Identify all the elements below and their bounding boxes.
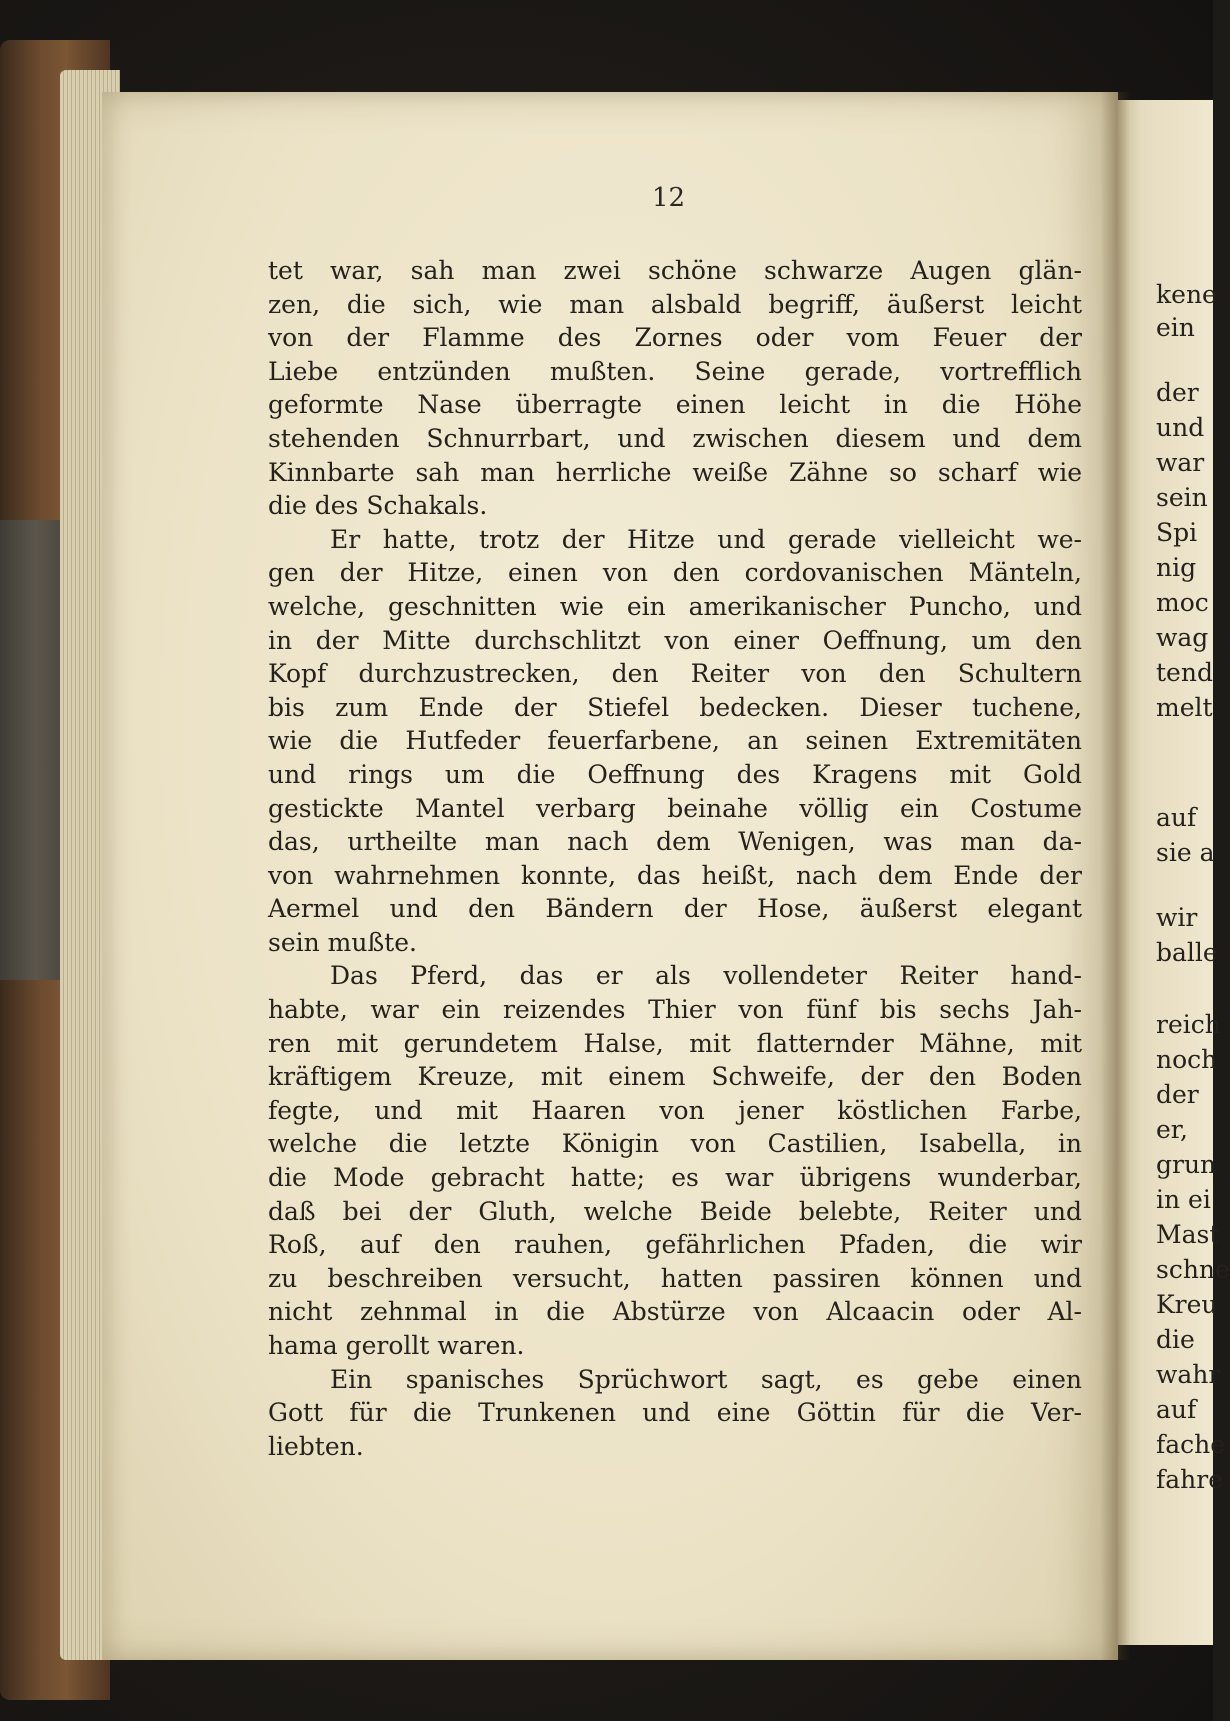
facing-page-fragment: noch — [1156, 1045, 1218, 1074]
text-line: liebten. — [268, 1431, 364, 1461]
text-line: von der Flamme des Zornes oder vom Feuer der — [268, 323, 1082, 353]
facing-page-fragment: in ei — [1156, 1185, 1211, 1214]
facing-page-fragment: die — [1156, 1325, 1195, 1354]
text-line: fegte, und mit Haaren von jener köstlichen Farbe, — [268, 1095, 1082, 1125]
facing-page-fragment: tend — [1156, 658, 1213, 687]
text-line: in der Mitte durchschlitzt von einer Oeffnung, um den — [268, 625, 1082, 655]
facing-page-fragment: sie a — [1156, 838, 1215, 867]
text-line: welche die letzte Königin von Castilien, Isabella, in — [268, 1129, 1082, 1159]
text-line: Aermel und den Bändern der Hose, äußerst elegant — [268, 894, 1082, 924]
text-line: gestickte Mantel verbarg beinahe völlig ein Costume — [268, 793, 1082, 823]
text-line: Roß, auf den rauhen, gefährlichen Pfaden, die wir — [268, 1230, 1082, 1260]
facing-page-fragment: und — [1156, 413, 1205, 442]
facing-page-fragment: ein — [1156, 313, 1195, 342]
text-line: Gott für die Trunkenen und eine Göttin für die Ver- — [268, 1398, 1082, 1428]
text-line: daß bei der Gluth, welche Beide belebte, Reiter und — [268, 1196, 1082, 1226]
text-line: Kinnbarte sah man herrliche weiße Zähne so scharf wie — [268, 457, 1082, 487]
facing-page-fragment: auf — [1156, 803, 1197, 832]
facing-page-fragment: moc — [1156, 588, 1209, 617]
facing-page-fragment: balle — [1156, 938, 1218, 967]
text-line: wie die Hutfeder feuerfarbene, an seinen Extremitäten — [268, 726, 1082, 756]
text-line: zen, die sich, wie man alsbald begriff, äußerst leicht — [268, 289, 1082, 319]
facing-page-fragment: war — [1156, 448, 1205, 477]
text-line: und rings um die Oeffnung des Kragens mit Gold — [268, 759, 1082, 789]
text-line: bis zum Ende der Stiefel bedecken. Dieser tuchene, — [268, 692, 1082, 722]
text-line: das, urtheilte man nach dem Wenigen, was man da- — [268, 827, 1082, 857]
facing-page-fragment: nig — [1156, 553, 1197, 582]
text-line: zu beschreiben versucht, hatten passiren können und — [268, 1263, 1082, 1293]
text-line: Liebe entzünden mußten. Seine gerade, vortrefflich — [268, 356, 1082, 386]
text-line: sein mußte. — [268, 927, 417, 957]
text-line: Das Pferd, das er als vollendeter Reiter hand- — [330, 961, 1082, 991]
text-line: habte, war ein reizendes Thier von fünf bis sechs Jah- — [268, 995, 1082, 1025]
text-line: welche, geschnitten wie ein amerikanischer Puncho, und — [268, 591, 1082, 621]
page-number: 12 — [652, 183, 686, 213]
book-gutter — [1100, 92, 1130, 1660]
text-line: ren mit gerundetem Halse, mit flatternder Mähne, mit — [268, 1028, 1082, 1058]
text-line: geformte Nase überragte einen leicht in die Höhe — [268, 390, 1082, 420]
text-line: nicht zehnmal in die Abstürze von Alcaacin oder Al- — [268, 1297, 1082, 1327]
facing-page-fragment: auf — [1156, 1395, 1197, 1424]
text-line: tet war, sah man zwei schöne schwarze Augen glän- — [268, 256, 1082, 285]
facing-page-fragment: der — [1156, 1080, 1199, 1109]
text-line: stehenden Schnurrbart, und zwischen diesem und dem — [268, 423, 1082, 453]
facing-page-fragment: sein — [1156, 483, 1208, 512]
facing-page-fragment: fahre — [1156, 1465, 1224, 1494]
facing-page-fragment: wag — [1156, 623, 1209, 652]
facing-page-fragment: reich — [1156, 1010, 1221, 1039]
facing-page-fragment: fache — [1156, 1430, 1226, 1459]
body-text — [268, 254, 1082, 1463]
text-line: Ein spanisches Sprüchwort sagt, es gebe einen — [330, 1364, 1082, 1394]
text-line: Er hatte, trotz der Hitze und gerade vielleicht we- — [330, 524, 1082, 554]
text-line: die Mode gebracht hatte; es war übrigens wunderbar, — [268, 1163, 1082, 1193]
facing-page-fragment: wir — [1156, 903, 1198, 932]
facing-page-fragment: Kreu — [1156, 1290, 1218, 1319]
text-line: Kopf durchzustrecken, den Reiter von den Schultern — [268, 659, 1082, 689]
text-line: gen der Hitze, einen von den cordovanischen Mänteln, — [268, 558, 1082, 588]
text-line: hama gerollt waren. — [268, 1331, 525, 1360]
facing-page-fragment: er, — [1156, 1115, 1188, 1144]
text-line: von wahrnehmen konnte, das heißt, nach dem Ende der — [268, 860, 1082, 890]
facing-page-fragment: schne — [1156, 1255, 1230, 1284]
facing-page-fragment: wahr — [1156, 1360, 1221, 1389]
facing-page-fragment: Spi — [1156, 518, 1198, 547]
facing-page-fragment: grun — [1156, 1150, 1217, 1179]
facing-page-fragment: melt — [1156, 693, 1213, 722]
text-line: kräftigem Kreuze, mit einem Schweife, der den Boden — [268, 1062, 1082, 1092]
facing-page-fragment: der — [1156, 378, 1199, 407]
facing-page-fragment: kene — [1156, 280, 1217, 309]
text-line: die des Schakals. — [268, 491, 488, 521]
facing-page-fragment: Mast — [1156, 1220, 1220, 1249]
